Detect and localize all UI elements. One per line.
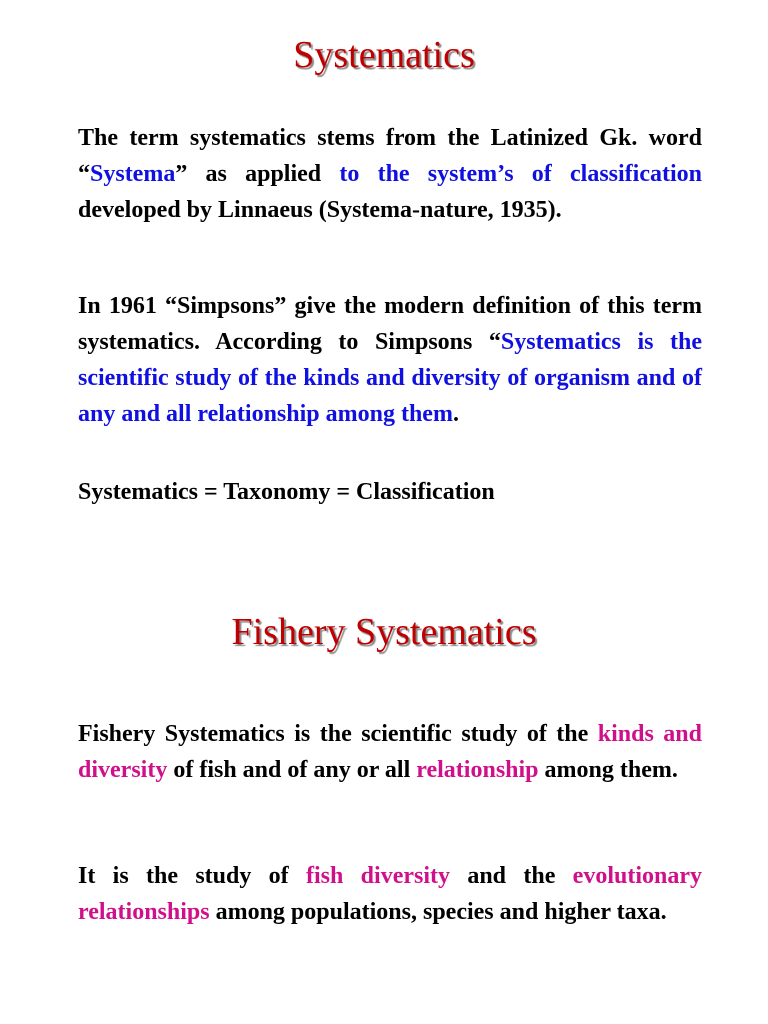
paragraph-text: In 1961 “Simpsons” give the modern definition of this term systematics. According to Simpsons “ bbox=[78, 293, 702, 355]
paragraph-text: Fishery Systematics is the scientific study of the bbox=[78, 721, 598, 747]
paragraph-fish-diversity bbox=[78, 858, 702, 930]
highlight-system-classification: to the system’s of classification bbox=[339, 161, 702, 187]
paragraph-simpsons-definition bbox=[78, 288, 702, 432]
paragraph-text: . bbox=[452, 401, 459, 427]
page-title-systematics: Systematics bbox=[293, 34, 475, 76]
paragraph-fishery-definition bbox=[78, 716, 702, 788]
highlight-relationship: relationship bbox=[416, 757, 539, 783]
paragraph-text: The term systematics stems from the Latinized Gk. word “ bbox=[78, 125, 702, 187]
paragraph-text: ” as applied bbox=[175, 161, 340, 187]
paragraph-text: among populations, species and higher taxa. bbox=[209, 899, 667, 925]
paragraph-equation: Systematics = Taxonomy = Classification bbox=[78, 479, 495, 505]
page-title-fishery-systematics: Fishery Systematics bbox=[231, 611, 537, 653]
paragraph-text: and the bbox=[450, 863, 573, 889]
highlight-definition: Systematics is the scientific study of the kinds and diversity of organism and of any and all relationship among them bbox=[78, 329, 702, 427]
paragraph-text: developed by Linnaeus (Systema-nature, 1935). bbox=[78, 197, 562, 223]
highlight-fish-diversity: fish diversity bbox=[306, 863, 450, 889]
paragraph-systematics-origin bbox=[78, 120, 702, 228]
paragraph-text: among them. bbox=[538, 757, 678, 783]
highlight-evolutionary-relationships: evolutionary relationships bbox=[78, 863, 702, 925]
highlight-kinds-diversity: kinds and diversity bbox=[78, 721, 702, 783]
paragraph-text: of fish and of any or all bbox=[167, 757, 417, 783]
highlight-systema: Systema bbox=[90, 161, 176, 187]
paragraph-text: It is the study of bbox=[78, 863, 306, 889]
